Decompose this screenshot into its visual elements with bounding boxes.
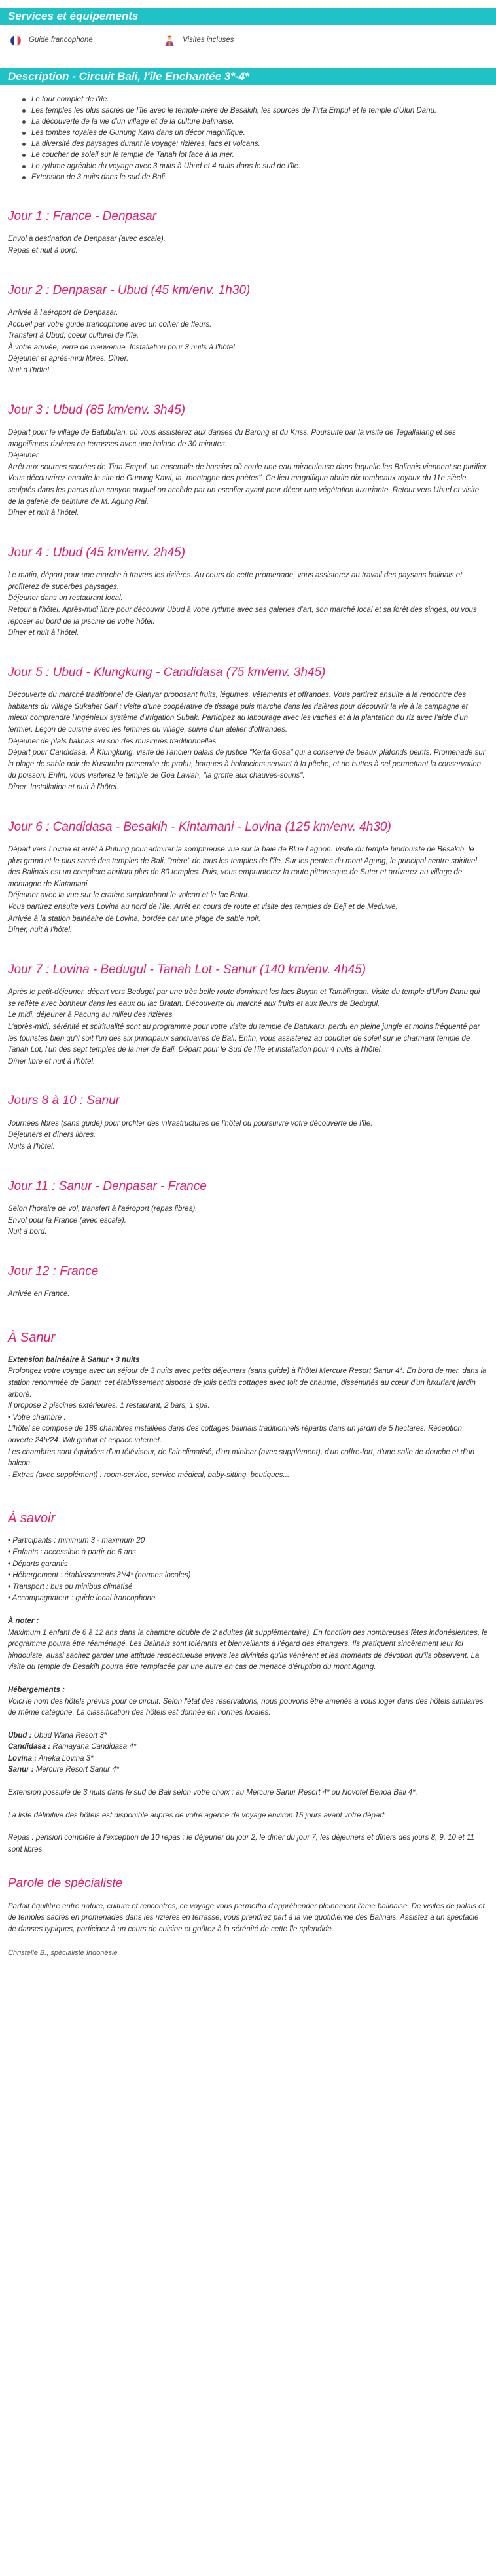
service-visits-label: Visites incluses <box>183 36 234 45</box>
hotel-name: Aneka Lovina 3* <box>37 1754 94 1762</box>
hotel-line <box>8 1753 488 1765</box>
day-section <box>0 960 496 1068</box>
day-title: Jour 11 : Sanur - Denpasar - France <box>8 1179 207 1193</box>
note-title: À noter : <box>8 1617 39 1625</box>
highlight-item: Les temples les plus sacrés de l'île avec le temple-mère de Besakih, les sources de Tirta Empul et le temple d'Ulun Danu. <box>22 105 483 116</box>
day-paragraph: Nuit à l'hôtel. <box>8 367 52 375</box>
day-title: Jour 2 : Denpasar - Ubud (45 km/env. 1h30) <box>8 283 251 297</box>
day-paragraph: Vous partirez ensuite vers Lovina au nord de l'île. Arrêt en cours de route et visite des temples de Beji et de Meduwe. <box>8 903 398 911</box>
savoir-bullet: • Hébergement : établissements 3*/4* (normes locales) <box>8 1571 191 1580</box>
day-paragraph: Envol à destination de Denpasar (avec escale). <box>8 235 166 243</box>
savoir-bullets <box>8 1535 488 1605</box>
day-paragraph: Déjeuner avec la vue sur le cratère surplombant le volcan et le lac Batur. <box>8 891 250 900</box>
day-paragraph: Départ pour Candidasa. À Klungkung, visite de l'ancien palais de justice "Kerta Gosa" qui a conservé de beaux plafonds peints. Promenade sur la plage de sable noir de Kusamba parsemée de prahu, barques à balanciers servant à la pêche, et de huttes à sel permettant la conservation du poisson. Enfin, vous visiterez le temple de Goa Lawah, "la grotte aux chauves-souris". <box>8 749 486 780</box>
day-paragraph: Départ vers Lovina et arrêt à Putung pour admirer la somptueuse vue sur la baie de Blue Lagoon. Visite du temple hindouiste de Besakih, le plus grand et le plus sacré des temples de Bali, "mère" de tous les temples de l'île. Sur les pentes du mont Agung, le principal centre spirituel des Balinais est un complexe abritant plus de 80 temples. Puis, vous emprunterez la route pittoresque de Suter et arriverez au village de montagne de Kintamani. <box>8 846 477 888</box>
day-paragraph: Dîner et nuit à l'hôtel. <box>8 629 79 637</box>
hotels-list <box>8 1730 488 1776</box>
specialist-signature: Christelle B., spécialiste Indonésie <box>8 1948 118 1957</box>
hotel-name: Ramayana Candidasa 4* <box>50 1743 137 1751</box>
day-paragraph: Journées libres (sans guide) pour profiter des infrastructures de l'hôtel ou poursuivre votre découverte de l'île. <box>8 1119 373 1128</box>
services-row <box>0 25 496 58</box>
day-paragraph: Transfert à Ubud, coeur culturel de l'île. <box>8 332 139 340</box>
specialist-block <box>0 1901 496 1936</box>
savoir-block <box>0 1535 496 1855</box>
sanur-paragraph: - Extras (avec supplément) : room-service, service médical, baby-sitting, boutiques... <box>8 1471 290 1479</box>
highlights-list <box>0 85 496 183</box>
day-paragraph: Le midi, déjeuner à Pacung au milieu des rizières. <box>8 1011 175 1020</box>
highlight-item: Le tour complet de l'île. <box>22 94 483 105</box>
service-visits <box>163 34 304 47</box>
day-paragraph: Envol pour la France (avec escale). <box>8 1216 126 1225</box>
specialist-title: Parole de spécialiste <box>8 1876 123 1891</box>
service-guide <box>9 34 150 47</box>
sanur-paragraph: Prolongez votre voyage avec un séjour de 3 nuits avec petits déjeuners (sans guide) à l'hôtel Mercure Resort Sanur 4*. En bord de mer, dans la station renommée de Sanur, cet établissement dispose de jolis petits cottages avec toit de chaume, disséminés au cœur d'un luxuriant jardin arboré. <box>8 1367 487 1399</box>
day-section <box>0 543 496 639</box>
note-text: Maximum 1 enfant de 6 à 12 ans dans la chambre double de 2 adultes (lit supplémentaire). En fonction des nombreuses fêtes indonésiennes, le programme pourra être réaménagé. Les Balinais sont tolérants et bienveillants à l'égard des étrangers. Ils pratiquent sincèrement leur foi hindouiste, aussi sachez garder une attitude respectueuse envers les divinités qu'ils vénèrent et les moments de dévotion qu'ils observent. La visite du temple de Besakih pourra être remplacée par une autre en cas de menace d'éruption du mont Agung. <box>8 1628 488 1672</box>
hotel-city: Lovina : <box>8 1754 37 1762</box>
day-paragraph: Accueil par votre guide francophone avec un collier de fleurs. <box>8 320 212 329</box>
sanur-paragraph: Il propose 2 piscines extérieures, 1 restaurant, 2 bars, 1 spa. <box>8 1402 210 1410</box>
sanur-description <box>0 1366 496 1481</box>
hebergements-text: Voici le nom des hôtels prévus pour ce circuit. Selon l'état des réservations, nous pouvons être amenés à vous loger dans des hôtels similaires de même catégorie. La classification des hôtels est donnée en normes locales. <box>8 1697 484 1717</box>
extension-text: Extension possible de 3 nuits dans le sud de Bali selon votre choix : au Mercure Sanur Resort 4* ou Novotel Benoa Bali 4*. <box>8 1789 417 1797</box>
day-paragraph: Après le petit-déjeuner, départ vers Bedugul par une très belle route dominant les lacs Buyan et Tamblingan. Visite du temple d'Ulun Danu qui se reflète avec bonheur dans les eaux du lac Bratan. Découverte du marché aux fruits et aux fleurs de Bedugul. <box>8 988 480 1008</box>
day-section <box>0 663 496 794</box>
day-paragraph: Dîner libre et nuit à l'hôtel. <box>8 1057 96 1065</box>
repas-text: Repas : pension complète à l'exception de 10 repas : le déjeuner du jour 2, le dîner du jour 7, les déjeuners et dîners des jours 8, 9, 10 et 11 sont libres. <box>8 1834 474 1853</box>
sanur-subtitle: Extension balnéaire à Sanur • 3 nuits <box>8 1355 140 1364</box>
savoir-bullet: • Départs garantis <box>8 1560 68 1568</box>
day-section <box>0 401 496 520</box>
sanur-paragraph: L'hôtel se compose de 189 chambres installées dans des cottages balinais traditionnels répartis dans un jardin de 5 hectares. Réception ouverte 24h/24. Wifi gratuit et espace internet. <box>8 1425 462 1444</box>
day-paragraph: À votre arrivée, verre de bienvenue. Installation pour 3 nuits à l'hôtel. <box>8 343 237 351</box>
day-title: Jour 1 : France - Denpasar <box>8 209 157 223</box>
day-paragraph: Nuit à bord. <box>8 1228 47 1236</box>
sanur-paragraph: Les chambres sont équipées d'un téléviseur, de l'air climatisé, d'un minibar (avec supplément), d'un coffre-fort, d'une salle de douche et d'un balcon. <box>8 1448 475 1468</box>
savoir-title: À savoir <box>8 1511 56 1526</box>
day-paragraph: L'après-midi, sérénité et spiritualité sont au programme pour votre visite du temple de Batukaru, perdu en pleine jungle et moins fréquenté par les touristes bien qu'il soit l'un des six principaux sanctuaires de Bali. Enfin, vous assisterez au coucher de soleil sur le charmant temple de Tanah Lot, l'un des sept temples de la mer de Bali. Départ pour le Sud de l'île et installation pour 4 nuits à l'hôtel. <box>8 1023 480 1054</box>
hotel-city: Sanur : <box>8 1766 34 1774</box>
day-paragraph: Repas et nuit à bord. <box>8 247 78 255</box>
hotel-line <box>8 1764 488 1776</box>
person-visit-icon <box>163 34 176 47</box>
service-guide-label: Guide francophone <box>29 36 93 45</box>
day-title: Jour 5 : Ubud - Klungkung - Candidasa (75 km/env. 3h45) <box>8 665 326 679</box>
sanur-title: À Sanur <box>8 1330 56 1345</box>
day-paragraph: Dîner. Installation et nuit à l'hôtel. <box>8 783 119 791</box>
highlight-item: La découverte de la vie d'un village et de la culture balinaise. <box>22 116 483 128</box>
savoir-bullet: • Participants : minimum 3 - maximum 20 <box>8 1537 145 1545</box>
day-paragraph: Déjeuner et après-midi libres. Dîner. <box>8 355 129 363</box>
day-paragraph: Arrivée en France. <box>8 1290 70 1298</box>
highlight-item: Le rythme agréable du voyage avec 3 nuits à Ubud et 4 nuits dans le sud de l'île. <box>22 161 483 172</box>
day-paragraph: Déjeuner. <box>8 452 41 460</box>
hotel-line <box>8 1742 488 1753</box>
day-section <box>0 1177 496 1238</box>
highlight-item: Les tombes royales de Gunung Kawi dans un décor magnifique. <box>22 128 483 139</box>
day-paragraph: Départ pour le village de Batubulan, où vous assisterez aux danses du Barong et du Kriss. Poursuite par la visite de Tegallalang et ses magnifiques rizières en terrasses avec une balade de 30 minutes. <box>8 429 456 448</box>
day-paragraph: Retour à l'hôtel. Après-midi libre pour découvrir Ubud à votre rythme avec ses galeries d'art, son marché local et sa forêt des singes, ou vous reposer au bord de la piscine de votre hôtel. <box>8 606 477 626</box>
day-paragraph: Arrivée à l'aéroport de Denpasar. <box>8 309 118 317</box>
savoir-bullet: • Transport : bus ou minibus climatisé <box>8 1583 133 1591</box>
description-title: Description - Circuit Bali, l'île Enchantée 3*-4* <box>0 68 496 85</box>
day-section <box>0 1091 496 1153</box>
day-title: Jours 8 à 10 : Sanur <box>8 1094 120 1108</box>
highlight-item: La diversité des paysages durant le voyage: rizières, lacs et volcans. <box>22 139 483 150</box>
hotel-city: Candidasa : <box>8 1743 51 1751</box>
hebergements-title: Hébergements : <box>8 1685 65 1694</box>
savoir-bullet: • Enfants : accessible à partir de 6 ans <box>8 1548 136 1556</box>
savoir-bullet: • Accompagnateur : guide local francophone <box>8 1594 156 1603</box>
day-section <box>0 207 496 257</box>
highlight-item: Extension de 3 nuits dans le sud de Bali. <box>22 172 483 183</box>
day-paragraph: Déjeuner de plats balinais au son des musiques traditionnelles. <box>8 737 219 745</box>
services-title: Services et équipements <box>0 8 496 25</box>
day-paragraph: Selon l'horaire de vol, transfert à l'aéroport (repas libres). <box>8 1205 198 1213</box>
hotel-city: Ubud : <box>8 1731 32 1740</box>
day-paragraph: Découverte du marché traditionnel de Gianyar proposant fruits, légumes, vêtements et offrandes. Vous partirez ensuite à la rencontre des habitants du village Sukahet Sari : visite d'une coopérative de tissage puis marche dans les rizières pour découvrir la vie à la campagne et mieux comprendre l'ingénieux système d'irrigation Subak. Participez au labourage avec les vaches et à la plantation du riz avec l'aide d'un fermier. Leçon de cuisine avec les femmes du village, suivie d'un atelier d'offrandes. <box>8 691 469 734</box>
hotel-name: Ubud Wana Resort 3* <box>31 1731 107 1740</box>
day-paragraph: Dîner, nuit à l'hôtel. <box>8 926 73 935</box>
france-flag-icon <box>9 34 22 47</box>
sanur-paragraph: • Votre chambre : <box>8 1413 66 1422</box>
day-paragraph: Déjeuner dans un restaurant local. <box>8 594 123 603</box>
day-paragraph: Arrêt aux sources sacrées de Tirta Empul, un ensemble de bassins où coule une eau miraculeuse dans laquelle les Balinais viennent se purifier. Vous découvrirez ensuite le site de Gunung Kawi, la "montagne des poètes". Ce lieu magnifique abrite dix tombeaux royaux du 11e siècle, sculptés dans les parois d'un canyon auquel on accède par un escalier ayant pour décor une végétation luxuriante. Retour vers Ubud et visite de la galerie de peinture de M. Agung Rai. <box>8 463 488 506</box>
day-paragraph: Le matin, départ pour une marche à travers les rizières. Au cours de cette promenade, vous assisterez au travail des paysans balinais et profiterez de superbes paysages. <box>8 571 463 591</box>
day-title: Jour 3 : Ubud (85 km/env. 3h45) <box>8 402 186 417</box>
day-paragraph: Nuits à l'hôtel. <box>8 1143 55 1151</box>
day-section <box>0 281 496 377</box>
hotel-name: Mercure Resort Sanur 4* <box>33 1766 120 1774</box>
day-title: Jour 12 : France <box>8 1264 99 1278</box>
day-title: Jour 6 : Candidasa - Besakih - Kintamani - Lovina (125 km/env. 4h30) <box>8 819 391 834</box>
day-paragraph: Arrivée à la station balnéaire de Lovina, bordée par une plage de sable noir. <box>8 914 261 923</box>
day-title: Jour 4 : Ubud (45 km/env. 2h45) <box>8 545 186 560</box>
day-title: Jour 7 : Lovina - Bedugul - Tanah Lot - Sanur (140 km/env. 4h45) <box>8 962 366 976</box>
specialist-text: Parfait équilibre entre nature, culture et rencontres, ce voyage vous permettra d'appréhender pleinement l'âme balinaise. De visites de palais et de temples sacrés en promenades dans les rizières en terrasse, vous prendrez part à la vie quotidienne des Balinais. Assistez à un spectacle de danses typiques, participez à un cours de cuisine et goûtez à la sérénité de cette île splendide. <box>8 1902 485 1934</box>
itinerary <box>0 207 496 1300</box>
highlight-item: Le coucher de soleil sur le temple de Tanah lot face à la mer. <box>22 150 483 161</box>
hotel-line <box>8 1730 488 1742</box>
day-section <box>0 817 496 937</box>
final-list-text: La liste définitive des hôtels est disponible auprès de votre agence de voyage environ 15 jours avant votre départ. <box>8 1811 387 1819</box>
day-paragraph: Déjeuners et dîners libres. <box>8 1131 96 1139</box>
day-section <box>0 1262 496 1300</box>
day-paragraph: Dîner et nuit à l'hôtel. <box>8 509 79 518</box>
